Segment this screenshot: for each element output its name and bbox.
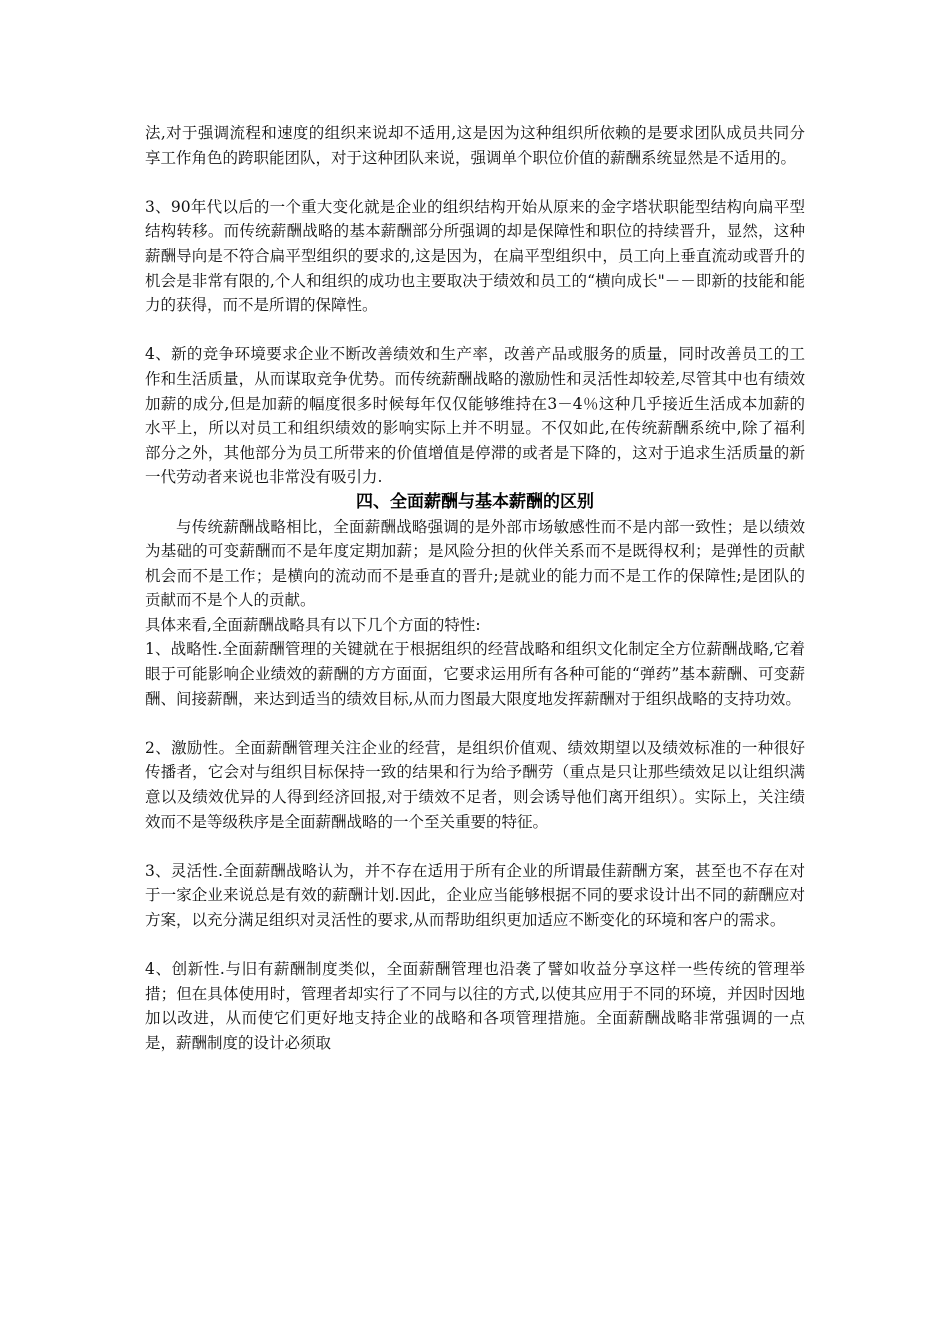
paragraph-spacer bbox=[145, 834, 805, 859]
paragraph-feature-innovation: 4、创新性.与旧有薪酬制度类似，全面薪酬管理也沿袭了譬如收益分享这样一些传统的管理举措；但在具体使用时，管理者却实行了不同与以往的方式,以使其应用于不同的环境，并因时因地加以改进，从而使它们更好地支持企业的战略和各项管理措施。全面薪酬战略非常强调的一点是，薪酬制度的设计必须取 bbox=[145, 960, 805, 1052]
paragraph-feature-strategic: 1、战略性.全面薪酬管理的关键就在于根据组织的经营战略和组织文化制定全方位薪酬战略,它着眼于可能影响企业绩效的薪酬的方方面面，它要求运用所有各种可能的“弹药”基本薪酬、可变薪酬、间接薪酬，来达到适当的绩效目标,从而力图最大限度地发挥薪酬对于组织战略的支持功效。 bbox=[145, 640, 805, 708]
paragraph-intro: 法,对于强调流程和速度的组织来说却不适用,这是因为这种组织所依赖的是要求团队成员共同分享工作角色的跨职能团队，对于这种团队来说，强调单个职位价值的薪酬系统显然是不适用的。 bbox=[145, 124, 805, 167]
paragraph-structure-change: 3、90年代以后的一个重大变化就是企业的组织结构开始从原来的金字塔状职能型结构向扁平型结构转移。而传统薪酬战略的基本薪酬部分所强调的却是保障性和职位的持续晋升，显然，这种薪酬导向是不符合扁平型组织的要求的,这是因为，在扁平型组织中，员工向上垂直流动或晋升的机会是非常有限的,个人和组织的成功也主要取决于绩效和员工的“横向成长"－－即新的技能和能力的获得，而不是所谓的保障性。 bbox=[145, 197, 805, 315]
paragraph-competition: 4、新的竞争环境要求企业不断改善绩效和生产率，改善产品或服务的质量，同时改善员工的工作和生活质量，从而谋取竞争优势。而传统薪酬战略的激励性和灵活性却较差,尽管其中也有绩效加薪的成分,但是加薪的幅度很多时候每年仅仅能够维持在3－4％这种几乎接近生活成本加薪的水平上，所以对员工和组织绩效的影响实际上并不明显。不仅如此,在传统薪酬系统中,除了福利部分之外，其他部分为员工所带来的价值增值是停滞的或者是下降的，这对于追求生活质量的新一代劳动者来说也非常没有吸引力. bbox=[145, 345, 805, 487]
paragraph-features-intro: 具体来看,全面薪酬战略具有以下几个方面的特性: bbox=[145, 615, 481, 634]
document-body bbox=[145, 121, 805, 1056]
paragraph-spacer bbox=[145, 933, 805, 958]
section-heading: 四、全面薪酬与基本薪酬的区别 bbox=[356, 491, 594, 512]
paragraph-comparison: 与传统薪酬战略相比，全面薪酬战略强调的是外部市场敏感性而不是内部一致性；是以绩效为基础的可变薪酬而不是年度定期加薪；是风险分担的伙伴关系而不是既得权利；是弹性的贡献机会而不是工作；是横向的流动而不是垂直的晋升;是就业的能力而不是工作的保障性;是团队的贡献而不是个人的贡献。 bbox=[145, 517, 805, 610]
paragraph-spacer bbox=[145, 711, 805, 736]
paragraph-spacer bbox=[145, 318, 805, 343]
paragraph-feature-incentive: 2、激励性。全面薪酬管理关注企业的经营，是组织价值观、绩效期望以及绩效标准的一种很好传播者，它会对与组织目标保持一致的结果和行为给予酬劳（重点是只让那些绩效足以让组织满意以及绩效优异的人得到经济回报,对于绩效不足者，则会诱导他们离开组织）。实际上，关注绩效而不是等级秩序是全面薪酬战略的一个至关重要的特征。 bbox=[145, 738, 805, 831]
paragraph-feature-flexibility: 3、灵活性.全面薪酬战略认为，并不存在适用于所有企业的所谓最佳薪酬方案，甚至也不存在对于一家企业来说总是有效的薪酬计划.因此，企业应当能够根据不同的要求设计出不同的薪酬应对方案，以充分满足组织对灵活性的要求,从而帮助组织更加适应不断变化的环境和客户的需求。 bbox=[145, 861, 805, 929]
paragraph-spacer bbox=[145, 170, 805, 195]
